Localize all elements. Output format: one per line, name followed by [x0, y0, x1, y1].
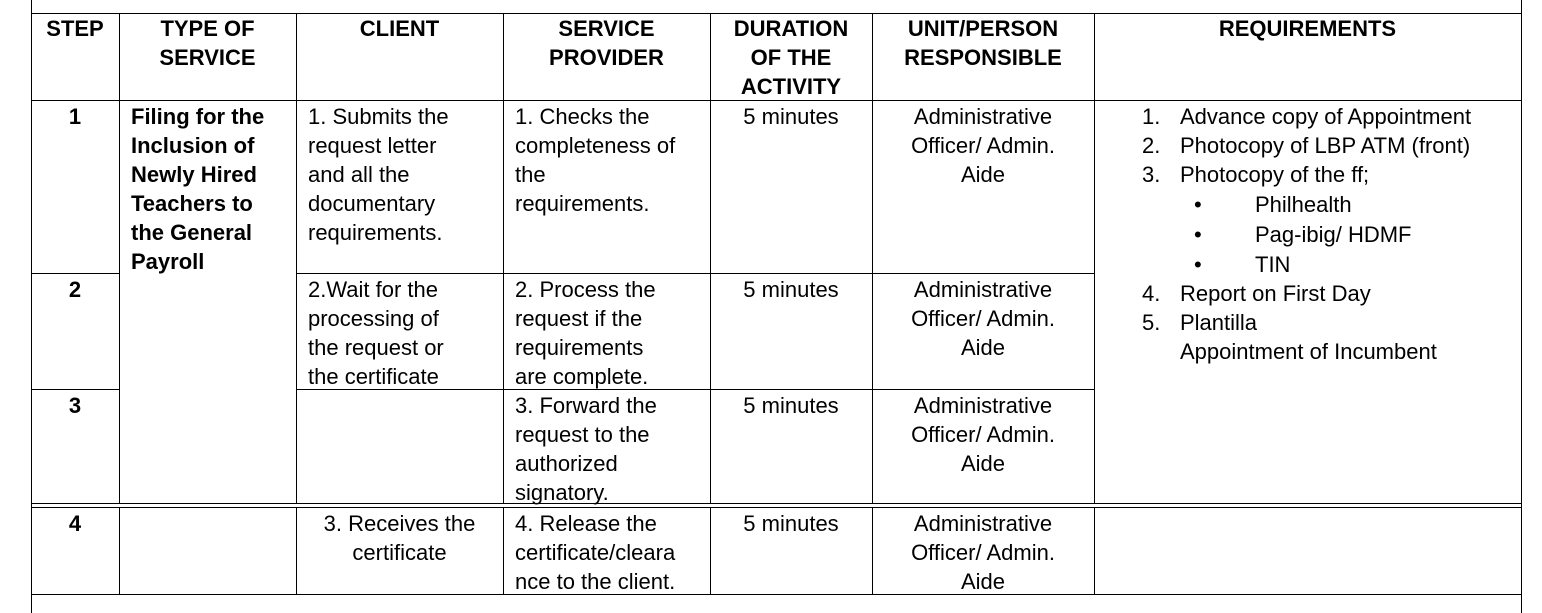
requirement-subitem: Pag-ibig/ HDMF — [1255, 222, 1412, 247]
row3-duration: 5 minutes — [743, 393, 839, 418]
requirement-item-text: Photocopy of the ff; — [1180, 162, 1370, 187]
requirement-item: 4. — [1142, 281, 1161, 306]
header-step: STEP — [46, 16, 104, 41]
header-unit-responsible: UNIT/PERSON RESPONSIBLE — [904, 16, 1062, 70]
row3-unit: Administrative Officer/ Admin. Aide — [911, 393, 1055, 476]
table-row-step: 2 — [68, 277, 82, 302]
row1-duration: 5 minutes — [743, 104, 839, 129]
row1-client: 1. Submits the request letter and all the documentary requirements. — [308, 104, 449, 245]
table-row-step: 4 — [68, 511, 82, 536]
row3-provider: 3. Forward the request to the authorized signatory. — [515, 393, 657, 505]
requirement-item-text-cont: Appointment of Incumbent — [1180, 339, 1437, 364]
row2-client: 2.Wait for the processing of the request or the certificate — [308, 277, 444, 389]
header-type-of-service: TYPE OF SERVICE — [159, 16, 256, 70]
requirement-item-text: Plantilla — [1180, 310, 1258, 335]
row4-duration: 5 minutes — [743, 511, 839, 536]
header-duration: DURATION OF THE ACTIVITY — [733, 16, 849, 99]
row4-unit: Administrative Officer/ Admin. Aide — [911, 511, 1055, 594]
row1-provider: 1. Checks the completeness of the requirements. — [515, 104, 676, 216]
table-row-step: 3 — [68, 393, 82, 418]
requirement-item: 3. — [1142, 162, 1161, 187]
table-row-step: 1 — [68, 104, 82, 129]
row4-provider: 4. Release the certificate/cleara nce to the client. — [515, 511, 676, 594]
row2-duration: 5 minutes — [743, 277, 839, 302]
row4-client: 3. Receives the certificate — [323, 511, 476, 565]
requirement-item: 5. — [1142, 310, 1161, 335]
row1-unit: Administrative Officer/ Admin. Aide — [911, 104, 1055, 187]
requirement-item-text: Report on First Day — [1180, 281, 1371, 306]
bullet-icon: • — [1194, 252, 1202, 277]
row2-unit: Administrative Officer/ Admin. Aide — [911, 277, 1055, 360]
requirement-subitem: Philhealth — [1255, 192, 1352, 217]
requirement-item: 2. — [1142, 133, 1161, 158]
bullet-icon: • — [1194, 222, 1202, 247]
header-service-provider: SERVICE PROVIDER — [549, 16, 664, 70]
type-of-service-text: Filing for the Inclusion of Newly Hired Teachers to the General Payroll — [131, 104, 265, 274]
requirement-item-text: Photocopy of LBP ATM (front) — [1180, 133, 1471, 158]
requirement-item-text: Advance copy of Appointment — [1180, 104, 1472, 129]
row2-provider: 2. Process the request if the requirements are complete. — [515, 277, 656, 389]
header-requirements: REQUIREMENTS — [1218, 16, 1397, 41]
header-client: CLIENT — [359, 16, 440, 41]
requirement-item: 1. — [1142, 104, 1161, 129]
requirement-subitem: TIN — [1255, 252, 1291, 277]
bullet-icon: • — [1194, 192, 1202, 217]
